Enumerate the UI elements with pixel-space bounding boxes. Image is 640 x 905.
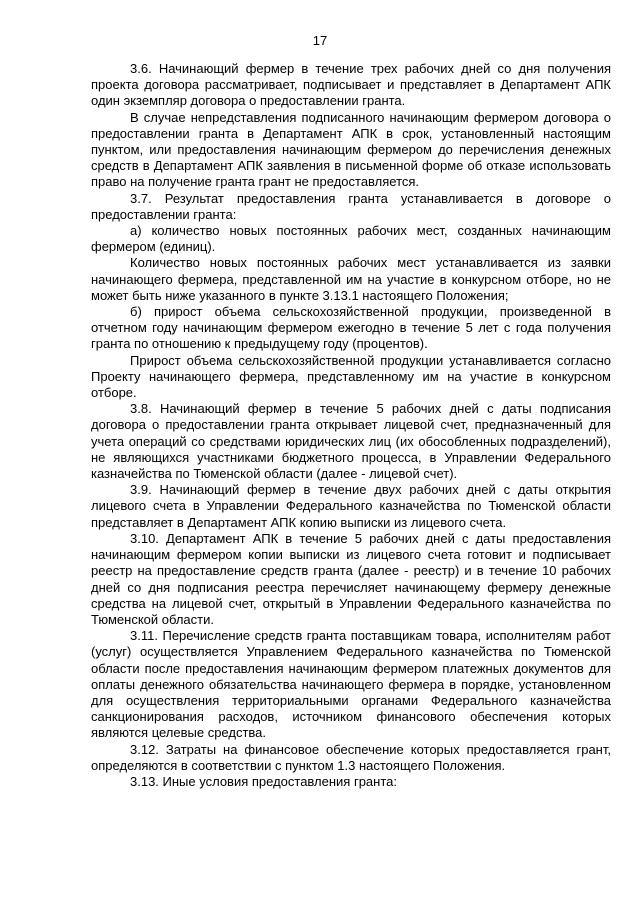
paragraph-3-7-a: а) количество новых постоянных рабочих мест, созданных начинающим фермером (единиц). [91,223,611,255]
paragraph-3-8: 3.8. Начинающий фермер в течение 5 рабочих дней с даты подписания договора о предоставлении гранта открывает лицевой счет, предназначенный для учета операций со средствами юридических лиц (их обособленных подразделений), не являющихся участниками бюджетного процесса, в Управлении Федерального казначейства по Тюменской области (далее - лицевой счет). [91,401,611,482]
paragraph-3-7-a-detail: Количество новых постоянных рабочих мест устанавливается из заявки начинающего фермера, представленной им на участие в конкурсном отборе, но не может быть ниже указанного в пункте 3.13.1 настоящего Положения; [91,255,611,303]
paragraph-3-11: 3.11. Перечисление средств гранта поставщикам товара, исполнителям работ (услуг) осуществляется Управлением Федерального казначейства по Тюменской области после предоставления начинающим фермером платежных документов для оплаты денежного обязательства начинающего фермера в порядке, установленном для осуществления территориальными органами Федерального казначейства санкционирования расходов, источником финансового обеспечения которых являются целевые средства. [91,628,611,741]
paragraph-3-7: 3.7. Результат предоставления гранта устанавливается в договоре о предоставлении гранта: [91,190,611,222]
document-body [91,61,611,790]
paragraph-3-6: 3.6. Начинающий фермер в течение трех рабочих дней со дня получения проекта договора рассматривает, подписывает и представляет в Департамент АПК один экземпляр договора о предоставлении гранта. [91,61,611,109]
paragraph-3-10: 3.10. Департамент АПК в течение 5 рабочих дней с даты предоставления начинающим фермером копии выписки из лицевого счета готовит и подписывает реестр на предоставление средств гранта (далее - реестр) и в течение 10 рабочих дней со дня подписания реестра перечисляет начинающему фермеру денежные средства на лицевой счет, открытый в Управлении Федерального казначейства по Тюменской области. [91,530,611,627]
paragraph-3-6-refusal: В случае непредставления подписанного начинающим фермером договора о предоставлении гранта в Департамент АПК в срок, установленный настоящим пунктом, или предоставления начинающим фермером до перечисления денежных средств в Департамент АПК заявления в письменной форме об отказе использовать право на получение гранта грант не предоставляется. [91,109,611,190]
paragraph-3-12: 3.12. Затраты на финансовое обеспечение которых предоставляется грант, определяются в соответствии с пунктом 1.3 настоящего Положения. [91,741,611,773]
paragraph-3-9: 3.9. Начинающий фермер в течение двух рабочих дней с даты открытия лицевого счета в Управлении Федерального казначейства по Тюменской области представляет в Департамент АПК копию выписки из лицевого счета. [91,482,611,530]
page-number: 17 [312,33,328,48]
paragraph-3-7-b-detail: Прирост объема сельскохозяйственной продукции устанавливается согласно Проекту начинающего фермера, представленному им на участие в конкурсном отборе. [91,352,611,401]
paragraph-3-13: 3.13. Иные условия предоставления гранта: [130,773,397,789]
paragraph-3-7-b: б) прирост объема сельскохозяйственной продукции, произведенной в отчетном году начинающим фермером ежегодно в течение 5 лет с года получения гранта по отношению к предыдущему году (процентов). [91,304,611,352]
